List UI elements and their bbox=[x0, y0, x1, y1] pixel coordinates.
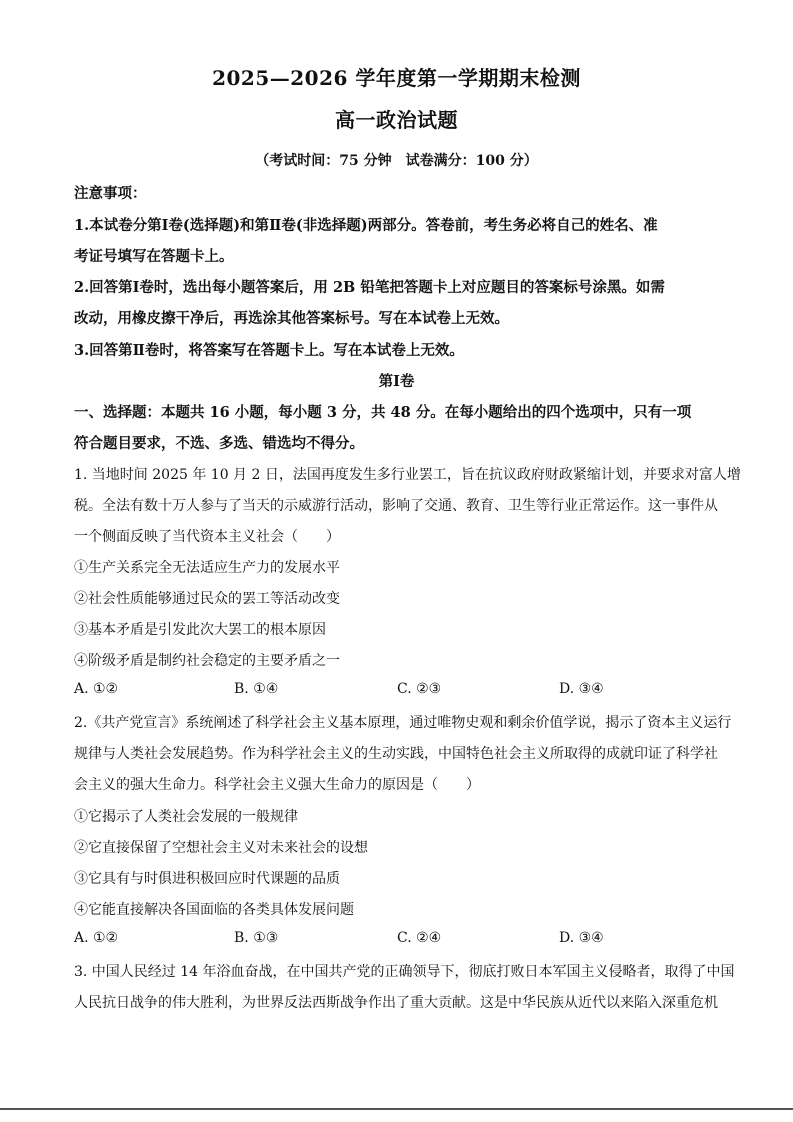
option-a: A. ①② bbox=[74, 930, 119, 946]
question-1-statement: ①生产关系完全无法适应生产力的发展水平 bbox=[74, 560, 340, 576]
option-d: D. ③④ bbox=[559, 930, 604, 946]
notice-line: 2.回答第Ⅰ卷时，选出每小题答案后，用 2B 铅笔把答题卡上对应题目的答案标号涂黑。如需 bbox=[74, 279, 665, 296]
option-a: A. ①② bbox=[74, 681, 119, 697]
question-2-statement: ②它直接保留了空想社会主义对未来社会的设想 bbox=[74, 840, 368, 856]
notice-line: 1.本试卷分第Ⅰ卷(选择题)和第Ⅱ卷(非选择题)两部分。答卷前，考生务必将自己的姓名、准 bbox=[74, 217, 658, 234]
question-1-statement: ③基本矛盾是引发此次大罢工的根本原因 bbox=[74, 622, 326, 638]
option-b: B. ①③ bbox=[234, 930, 279, 946]
exam-info: （考试时间：75 分钟 试卷满分：100 分） bbox=[255, 153, 538, 169]
option-c: C. ②③ bbox=[397, 681, 442, 697]
notice-line: 改动，用橡皮擦干净后，再选涂其他答案标号。写在本试卷上无效。 bbox=[74, 310, 509, 327]
question-2-stem: 2.《共产党宣言》系统阐述了科学社会主义基本原理，通过唯物史观和剩余价值学说，揭示了资本主义运行 bbox=[74, 715, 732, 731]
question-2-statement: ③它具有与时俱进积极回应时代课题的品质 bbox=[74, 871, 340, 887]
notice-line: 考证号填写在答题卡上。 bbox=[74, 248, 234, 265]
notice-heading: 注意事项： bbox=[74, 185, 147, 202]
section-intro: 一、选择题：本题共 16 小题，每小题 3 分，共 48 分。在每小题给出的四个选项中，只有一项 bbox=[74, 404, 692, 421]
exam-subtitle: 高一政治试题 bbox=[335, 108, 458, 132]
option-b: B. ①④ bbox=[234, 681, 279, 697]
question-2-stem: 规律与人类社会发展趋势。作为科学社会主义的生动实践，中国特色社会主义所取得的成就印证了科学社 bbox=[74, 746, 718, 762]
section-title: 第Ⅰ卷 bbox=[378, 373, 415, 390]
question-2-statement: ④它能直接解决各国面临的各类具体发展问题 bbox=[74, 902, 354, 918]
option-d: D. ③④ bbox=[559, 681, 604, 697]
question-3-stem: 3. 中国人民经过 14 年浴血奋战，在中国共产党的正确领导下，彻底打败日本军国主义侵略者，取得了中国 bbox=[74, 964, 735, 980]
section-intro: 符合题目要求，不选、多选、错选均不得分。 bbox=[74, 435, 364, 452]
question-2-statement: ①它揭示了人类社会发展的一般规律 bbox=[74, 809, 298, 825]
question-1-stem: 一个侧面反映了当代资本主义社会（ ） bbox=[74, 529, 340, 545]
question-1-statement: ④阶级矛盾是制约社会稳定的主要矛盾之一 bbox=[74, 653, 340, 669]
page-bottom-divider bbox=[0, 1108, 793, 1110]
question-3-stem: 人民抗日战争的伟大胜利，为世界反法西斯战争作出了重大贡献。这是中华民族从近代以来陷入深重危机 bbox=[74, 995, 718, 1011]
question-1-stem: 1. 当地时间 2025 年 10 月 2 日，法国再度发生多行业罢工，旨在抗议政府财政紧缩计划，并要求对富人增 bbox=[74, 467, 741, 483]
notice-line: 3.回答第Ⅱ卷时，将答案写在答题卡上。写在本试卷上无效。 bbox=[74, 342, 464, 359]
question-1-statement: ②社会性质能够通过民众的罢工等活动改变 bbox=[74, 591, 340, 607]
exam-title: 2025—2026 学年度第一学期期末检测 bbox=[212, 66, 581, 90]
option-c: C. ②④ bbox=[397, 930, 442, 946]
question-2-stem: 会主义的强大生命力。科学社会主义强大生命力的原因是（ ） bbox=[74, 777, 480, 793]
question-1-stem: 税。全法有数十万人参与了当天的示威游行活动，影响了交通、教育、卫生等行业正常运作。这一事件从 bbox=[74, 498, 718, 514]
